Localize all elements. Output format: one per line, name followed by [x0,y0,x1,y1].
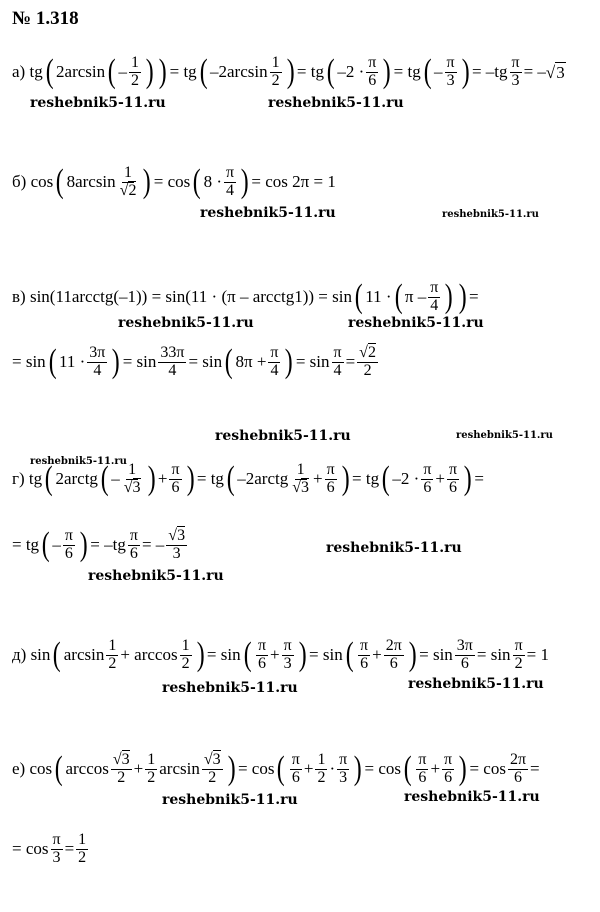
item-label-g: г) [12,469,25,489]
solution-line-e2: = cos $\frac{\pi}{3}$ = $\frac{1}{2}$ [12,831,87,866]
watermark-small: reshebnik5-11.ru [30,456,127,467]
solution-line-b: б) cos ( 8arcsin $\frac{1}{√2}$ ) = cos ( 8 · $\frac{\pi}{4}$ ) = cos 2π = 1 [12,163,336,201]
watermark: reshebnik5-11.ru [30,95,166,111]
item-label-e: е) [12,759,26,779]
solution-line-g1: г) tg ( 2arctg ( – $\frac{1}{√3}$ ) + $\frac{\pi}{6}$ ) = tg ( –2arctg $\frac{1}{√3}$ + $\frac{\pi}{6}$ ) = tg ( –2 · $\frac{\pi}{6}$ + $\frac{\pi}{6}$ ) = [12,460,485,498]
solution-line-e1: е) cos ( arccos $\frac{√3}{2}$ + $\frac{1}{2}$ arcsin $\frac{√3}{2}$ ) = cos ( $\frac{\pi}{6}$ + $\frac{1}{2}$ · $\frac{\pi}{3}$ ) = cos ( $\frac{\pi}{6}$ + $\frac{\pi}{6}$ ) = cos $\frac{2\pi}{6}$ = [12,750,540,788]
watermark: reshebnik5-11.ru [118,315,254,331]
watermark: reshebnik5-11.ru [408,676,544,692]
solution-line-v1: в) sin(11arcctg(–1)) = sin(11 · (π – arcctg1)) = sin ( 11 · ( π – $\frac{\pi}{4}$ ) ) = [12,278,479,316]
watermark: reshebnik5-11.ru [162,680,298,696]
watermark: reshebnik5-11.ru [88,568,224,584]
watermark: reshebnik5-11.ru [404,789,540,805]
watermark: reshebnik5-11.ru [326,540,462,556]
solution-line-d: д) sin ( arcsin $\frac{1}{2}$ + arccos $\frac{1}{2}$ ) = sin ( $\frac{\pi}{6}$ + $\frac{\pi}{3}$ ) = sin ( $\frac{\pi}{6}$ + $\frac{2\pi}{6}$ ) = sin $\frac{3\pi}{6}$ = sin $\frac{\pi}{2}$ = 1 [12,636,549,674]
solution-line-g2: = tg ( – $\frac{\pi}{6}$ ) = –tg $\frac{\pi}{6}$ = – $\frac{√3}{3}$ [12,526,186,564]
watermark-small: reshebnik5-11.ru [456,430,553,441]
watermark: reshebnik5-11.ru [215,428,351,444]
item-label-d: д) [12,645,27,665]
item-label-b: б) [12,172,27,192]
item-label-v: в) [12,287,26,307]
watermark: reshebnik5-11.ru [200,205,336,221]
watermark: reshebnik5-11.ru [348,315,484,331]
page-title: № 1.318 [12,8,79,29]
watermark: reshebnik5-11.ru [268,95,404,111]
solution-line-v2: = sin ( 11 · $\frac{3\pi}{4}$ ) = sin $\frac{33\pi}{4}$ = sin ( 8π + $\frac{\pi}{4}$ ) = sin $\frac{\pi}{4}$ = $\frac{√2}{2}$ [12,343,376,381]
watermark-small: reshebnik5-11.ru [442,209,539,220]
item-label-a: а) [12,62,26,82]
solution-line-a: а) tg ( 2arcsin ( – $\frac{1}{2}$ ) ) = tg ( –2arcsin $\frac{1}{2}$ ) = tg ( –2 · $\frac{\pi}{6}$ ) = tg ( – $\frac{\pi}{3}$ ) = –tg $\frac{\pi}{3}$ = – √ 3 [12,53,565,91]
watermark: reshebnik5-11.ru [162,792,298,808]
